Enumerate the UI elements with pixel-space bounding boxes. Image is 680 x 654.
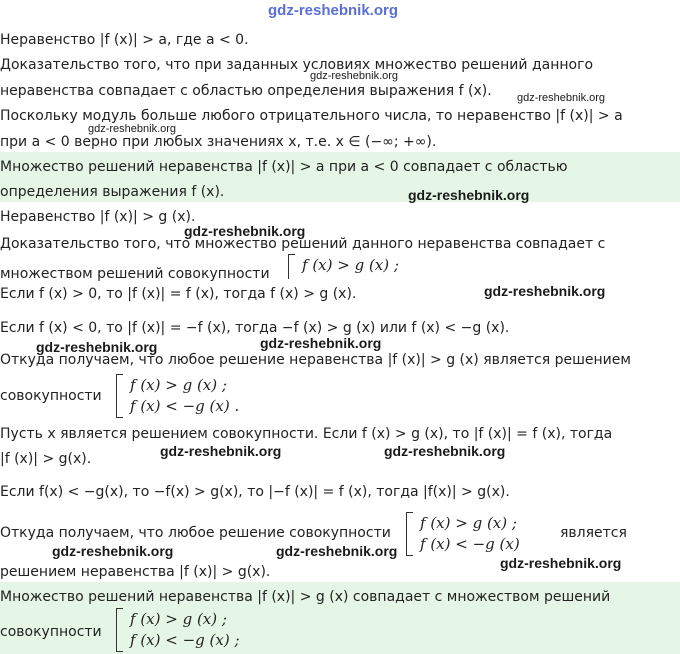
system-row: f (x) > g (x) ; <box>130 376 227 394</box>
text-line: множеством решений совокупности <box>0 266 270 282</box>
watermark: gdz-reshebnik.org <box>384 443 506 459</box>
text-line: Поскольку модуль больше любого отрицательного числа, то неравенство |f (x)| > a <box>0 108 623 124</box>
system-row: f (x) < −g (x) . <box>130 397 240 415</box>
system-row: f (x) < −g (x) <box>420 535 520 553</box>
text-line: определения выражения f (x). <box>0 184 225 200</box>
system-bracket <box>406 512 413 556</box>
text-line: Откуда получаем, что любое решение совокупности <box>0 525 391 541</box>
text-line: является <box>560 525 627 541</box>
watermark: gdz-reshebnik.org <box>52 543 174 559</box>
system-row: f (x) < −g (x) ; <box>130 631 240 649</box>
text-line: совокупности <box>0 624 102 640</box>
system-3 <box>406 512 556 558</box>
text-line: Неравенство |f (x)| > g (x). <box>0 209 196 225</box>
system-bracket <box>288 254 295 279</box>
watermark-top: gdz-reshebnik.org <box>268 2 399 19</box>
watermark: gdz-reshebnik.org <box>517 92 606 104</box>
system-1 <box>288 254 428 280</box>
system-row: f (x) > g (x) ; <box>420 514 517 532</box>
watermark: gdz-reshebnik.org <box>184 223 306 239</box>
text-line: Неравенство |f (x)| > a, где a < 0. <box>0 32 249 48</box>
text-line: Доказательство того, что при заданных условиях множество решений данного <box>0 57 594 73</box>
system-row: f (x) > g (x) ; <box>302 256 399 274</box>
watermark: gdz-reshebnik.org <box>310 70 399 82</box>
text-line: Множество решений неравенства |f (x)| > a при a < 0 совпадает с областью <box>0 159 568 175</box>
watermark: gdz-reshebnik.org <box>500 555 622 571</box>
text-line: Доказательство того, что множество решений данного неравенства совпадает с <box>0 236 606 252</box>
system-row: f (x) > g (x) ; <box>130 610 227 628</box>
system-bracket <box>116 608 123 652</box>
watermark: gdz-reshebnik.org <box>408 187 530 203</box>
text-line: Множество решений неравенства |f (x)| > g (x) совпадает с множеством решений <box>0 589 611 605</box>
text-line: совокупности <box>0 388 102 404</box>
text-line: |f (x)| > g(x). <box>0 451 92 467</box>
text-line: Пусть x является решением совокупности. Если f (x) > g (x), то |f (x)| = f (x), тогда <box>0 426 613 442</box>
system-2 <box>116 374 286 420</box>
system-4 <box>116 608 286 654</box>
watermark: gdz-reshebnik.org <box>36 339 158 355</box>
text-line: неравенства совпадает с областью определения выражения f (x). <box>0 83 492 99</box>
text-line: Откуда получаем, что любое решение неравенства |f (x)| > g (x) является решением <box>0 352 631 368</box>
text-line: Если f(x) < −g(x), то −f(x) > g(x), то |−f (x)| = f (x), тогда |f(x)| > g(x). <box>0 484 510 500</box>
watermark: gdz-reshebnik.org <box>484 283 606 299</box>
watermark: gdz-reshebnik.org <box>160 443 282 459</box>
system-bracket <box>116 374 123 418</box>
text-line: Если f (x) < 0, то |f (x)| = −f (x), тогда −f (x) > g (x) или f (x) < −g (x). <box>0 320 510 336</box>
text-line: при a < 0 верно при любых значениях x, т.е. x ∈ (−∞; +∞). <box>0 134 437 150</box>
text-line: решением неравенства |f (x)| > g(x). <box>0 564 271 580</box>
watermark: gdz-reshebnik.org <box>276 543 398 559</box>
watermark: gdz-reshebnik.org <box>260 335 382 351</box>
watermark: gdz-reshebnik.org <box>88 123 177 135</box>
text-line: Если f (x) > 0, то |f (x)| = f (x), тогда f (x) > g (x). <box>0 286 357 302</box>
